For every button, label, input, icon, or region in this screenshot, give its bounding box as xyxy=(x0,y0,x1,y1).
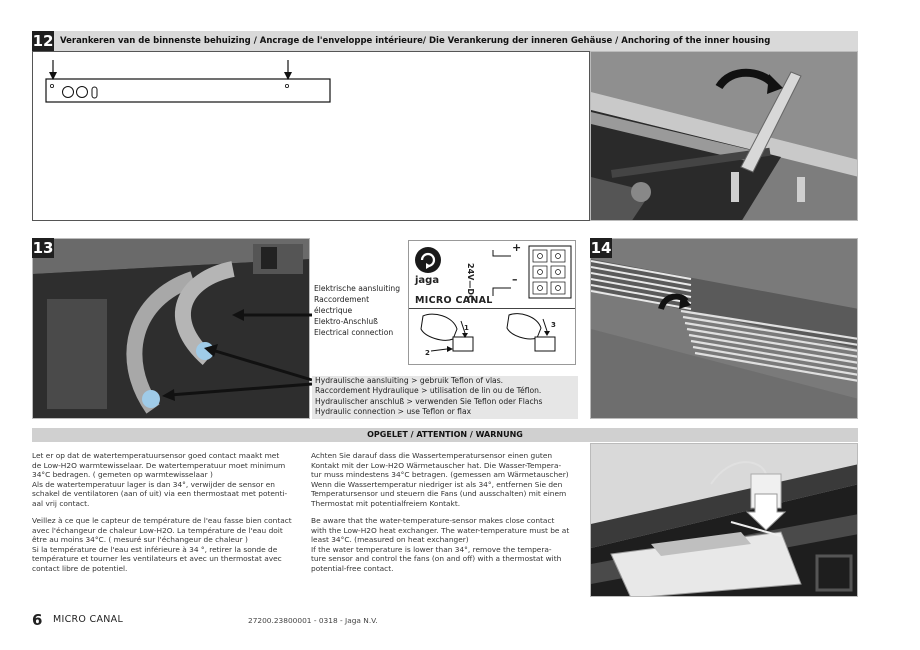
footer-product-title: MICRO CANAL xyxy=(53,614,124,625)
wiring-step-3: 3 xyxy=(551,321,556,329)
hand-icon xyxy=(421,314,457,340)
voltage-label: 24V—DC xyxy=(466,263,475,301)
electrical-label-de: Elektro-Anschluß xyxy=(314,317,378,326)
footer-document-code: 27200.23800001 - 0318 - Jaga N.V. xyxy=(248,616,378,625)
hydraulic-label-nl: Hydraulische aansluiting > gebruik Teflon of vlas. xyxy=(315,376,504,385)
electrical-label-en: Electrical connection xyxy=(314,328,394,337)
hydraulic-label-en: Hydraulic connection > use Teflon or flax xyxy=(315,406,472,416)
hydraulic-label-de: Hydraulischer anschluß > verwenden Sie Teflon oder Flachs xyxy=(315,396,543,406)
step-12-diagram xyxy=(32,51,590,221)
hydraulic-connection-labels xyxy=(315,376,577,417)
warning-paragraph-en: Be aware that the water-temperature-sensor makes close contact with the Low-H2O heat exchanger. The water-temperature must be at least 34°C. (measured on heat exchanger) If the water temperature is lower than 34°, remove the tempera- ture sensor and control the fans (on and off) with a thermostat with potential-free contact. xyxy=(311,516,570,573)
page-number: 6 xyxy=(32,611,43,629)
wire-insertion-illustration xyxy=(413,311,573,363)
step-12-photo xyxy=(590,51,858,221)
hydraulic-label-fr: Raccordement Hydraulique > utilisation de lin ou de Téflon. xyxy=(315,386,542,396)
step-14-number: 14 xyxy=(590,239,612,257)
electrical-connection-labels xyxy=(314,283,409,338)
wiring-diagram xyxy=(408,240,576,365)
plus-terminal-label: + xyxy=(512,241,522,254)
brand-name: jaga xyxy=(415,275,440,286)
step-13-pointer-arrows xyxy=(140,300,315,410)
step-13-number: 13 xyxy=(32,239,54,257)
minus-terminal-label: – xyxy=(512,273,518,286)
wiring-step-2: 2 xyxy=(425,349,430,357)
terminal-block xyxy=(487,244,573,304)
housing-profile xyxy=(46,79,330,102)
jaga-logo-icon xyxy=(413,245,443,275)
electrical-label-nl: Elektrische aansluiting xyxy=(314,284,401,293)
wiring-step-1: 1 xyxy=(464,324,469,332)
warning-paragraph-fr: Veillez à ce que le capteur de température de l'eau fasse bien contact avec l'échangeur de chaleur Low-H2O. La température de l'eau doit être au moins 34°C. ( mesuré sur l'échangeur de chaleur ) Si la température de l'eau est inférieure à 34 °, retirer la sonde de température et tourner les ventilateurs et avec un thermostat avec contact libre de potentiel. xyxy=(32,516,292,573)
product-name: MICRO CANAL xyxy=(415,295,493,306)
step-12-number: 12 xyxy=(32,32,54,50)
warning-paragraph-de: Achten Sie darauf dass die Wassertemperatursensor einen guten Kontakt mit der Low-H2O Wärmetauscher hat. Die Wasser-Tempera- tur muss mindestens 34°C betragen. (gemessen am Wärmetauscher) Wenn die Wassertemperatur niedriger ist als 34°, entfernen Sie den Temperatursensor und steuern die Fans (und ausschalten) mit einem Thermostat mit potentialfreiem Kontakt. xyxy=(311,451,569,508)
step-12-title: Verankeren van de binnenste behuizing / Ancrage de l'enveloppe intérieure/ Die Verankerung der inneren Gehäuse / Anchoring of the inner housing xyxy=(60,36,771,46)
warning-paragraph-nl: Let er op dat de watertemperatuursensor goed contact maakt met de Low-H2O warmtewisselaar. De watertemperatuur moet minimum 34°C bedragen. ( gemeten op warmtewisselaar ) Als de watertemperatuur lager is dan 34°, verwijder de sensor en schakel de ventilatoren (aan of uit) via een thermostaat met potenti- aal vrij contact. xyxy=(32,451,288,508)
step-14-photo xyxy=(590,238,858,419)
warning-header: OPGELET / ATTENTION / WARNUNG xyxy=(32,428,858,442)
electrical-label-fr: Raccordement électrique xyxy=(314,295,370,315)
divider xyxy=(409,308,575,309)
sensor-placement-photo xyxy=(590,443,858,597)
